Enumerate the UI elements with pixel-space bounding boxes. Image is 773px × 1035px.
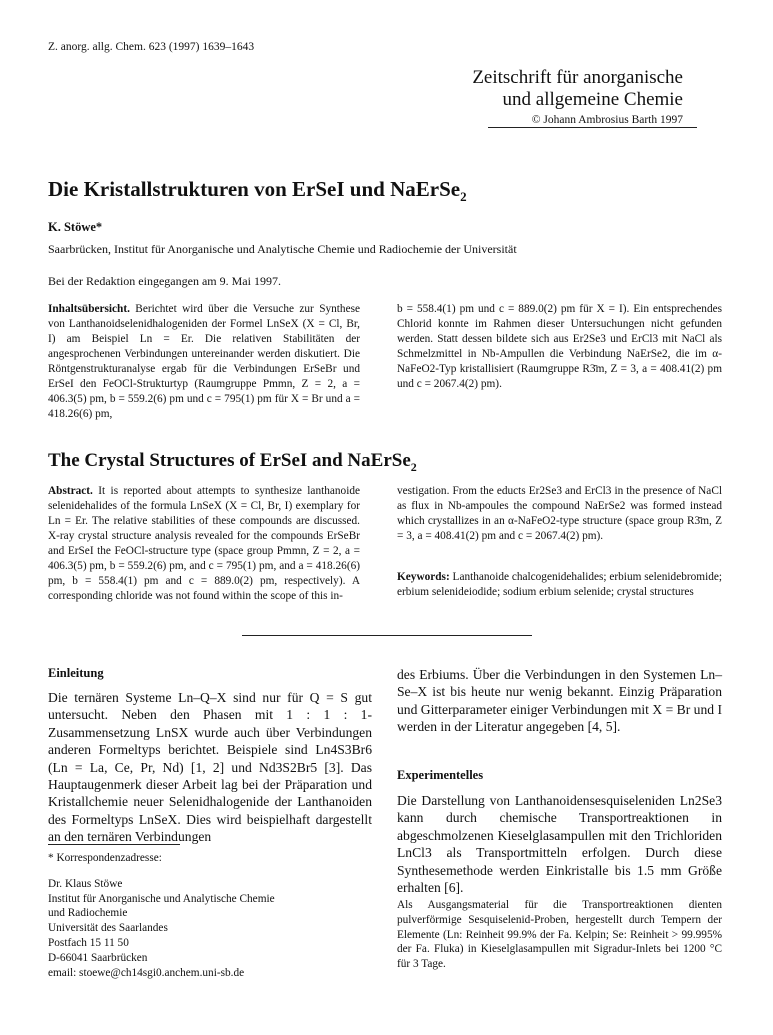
abstract-english-lead: Abstract. [48, 485, 93, 497]
footnote-line: Institut für Anorganische und Analytische Chemie [48, 892, 275, 905]
journal-header [363, 67, 683, 128]
intro-continued-text: des Erbiums. Über die Verbindungen in den Systemen Ln–Se–X ist bis heute nur wenig bekannt. Einzig Präparation und Gitterparameter einiger Verbindungen mit X = Br und I werden in der Literatur angegeben [4, 5]. [397, 667, 722, 735]
footnote-line: Postfach 15 11 50 [48, 936, 129, 949]
abstract-english-left [48, 484, 360, 604]
journal-name-line1: Zeitschrift für anorganische [472, 67, 683, 88]
footnote-mark: * Korrespondenzadresse: [48, 852, 162, 864]
abstract-german-left [48, 302, 360, 422]
title-german-text: Die Kristallstrukturen von ErSeI und NaErSe [48, 177, 461, 201]
footnote-email: email: stoewe@ch14sgi0.anchem.uni-sb.de [48, 966, 245, 979]
einleitung-text: Die ternären Systeme Ln–Q–X sind nur für Q = S gut untersucht. Neben den Phasen mit 1 : 1 : 1-Zusammensetzung LnSX wurde auch über Verbindungen anderen Formeltyps berichtet. Beispiele sind Ln4S3Br6 (Ln = La, Ce, Pr, Nd) [1, 2] und Nd3S2Br5 [3]. Das Hauptaugenmerk dieser Arbeit lag bei der Präparation und Kristallchemie neuer Selenidhalogenide der Lanthanoiden des Formeltyps LnSeX. Dies wird beispielhaft dargestellt an den ternären Verbindungen [48, 690, 372, 845]
title-german [48, 177, 467, 205]
footnote-rule [48, 844, 180, 845]
abstract-german-right: b = 558.4(1) pm und c = 889.0(2) pm für X = I). Ein entsprechendes Chlorid konnte im Rahmen dieser Untersuchungen nicht gefunden werden. Statt dessen bildete sich aus Er2Se3 und ErCl3 mit NaCl als Schmelzmittel in Nb-Ampullen die Verbindung NaErSe2, die im α-NaFeO2-Typ kristallisiert (Raumgruppe R3̄m, Z = 3, a = 408.41(2) pm und c = 2067.4(2) pm). [397, 303, 722, 390]
title-english-subscript: 2 [410, 459, 417, 474]
title-german-subscript: 2 [460, 189, 467, 205]
heading-einleitung: Einleitung [48, 666, 104, 680]
title-english-text: The Crystal Structures of ErSeI and NaErSe [48, 450, 411, 471]
footnote-line: D-66041 Saarbrücken [48, 951, 148, 964]
section-divider [242, 635, 532, 636]
abstract-german-lead: Inhaltsübersicht. [48, 303, 130, 315]
footnote-line: Universität des Saarlandes [48, 922, 168, 935]
publisher: © Johann Ambrosius Barth 1997 [531, 114, 683, 126]
received-date: Bei der Redaktion eingegangen am 9. Mai 1997. [48, 274, 281, 288]
journal-rule [488, 127, 697, 128]
footnote-line: und Radiochemie [48, 907, 128, 920]
keywords-text: Lanthanoide chalcogenidehalides; erbium selenidebromide; erbium selenideiodide; sodium erbium selenide; crystal structures [397, 571, 723, 598]
keywords-lead: Keywords: [397, 571, 450, 583]
journal-name-line2: und allgemeine Chemie [502, 89, 683, 110]
abstract-german-left-text: Berichtet wird über die Versuche zur Synthese von Lanthanoidselenidhalogeniden der Formel LnSeX (X = Cl, Br, I) am Beispiel Ln = Er. Die relativen Stabilitäten der angesprochenen Verbindungen untereinander werden diskutiert. Die Röntgenstrukturanalyse ergab für die Verbindungen ErSeBr und ErSeI den FeOCl-Strukturtyp (Raumgruppe Pmmn, Z = 2, a = 406.3(5) pm, b = 559.2(6) pm und c = 795(1) pm für X = Br und a = 418.26(6) pm, [48, 303, 360, 420]
heading-experimentelles: Experimentelles [397, 768, 484, 782]
title-english [48, 450, 417, 475]
experimentelles-text: Die Darstellung von Lanthanoidensesquiseleniden Ln2Se3 kann durch chemische Transportreaktionen in abgeschmolzenen Kieselglasampullen mit den Trichloriden LnCl3 als Transportmitteln erfolgen. Durch diese Synthesemethode werden Einkristalle bis 1.5 mm Größe erhalten [6]. [397, 793, 722, 896]
affiliation: Saarbrücken, Institut für Anorganische und Analytische Chemie und Radiochemie der Universität [48, 242, 517, 256]
abstract-english-right: vestigation. From the educts Er2Se3 and ErCl3 in the presence of NaCl as flux in Nb-ampoules the compound NaErSe2 was formed instead which crystallizes in an α-NaFeO2-type structure (space group R3̄m, Z = 3, a = 408.41(2) pm and c = 2067.4(2) pm). [397, 485, 722, 542]
citation: Z. anorg. allg. Chem. 623 (1997) 1639–1643 [48, 41, 255, 53]
author: K. Stöwe* [48, 220, 103, 234]
abstract-english-left-text: It is reported about attempts to synthesize lanthanoide selenidehalides of the formula LnSeX (X = Cl, Br, I) exemplary for Ln = Er. The relative stabilities of these compounds are discussed. X-ray crystal structure analysis revealed for the compounds ErSeBr and ErSeI the FeOCl-structure type (space group Pmmn, Z = 2, a = 406.3(5) pm, b = 559.2(6) pm, and c = 795(1) pm, and a = 418.26(6) pm, b = 558.4(1) pm and c = 889.0(2) pm, respectively). A corresponding chloride was not found within the scope of this in- [48, 485, 360, 602]
keywords [397, 570, 722, 600]
experimentelles-small-text: Als Ausgangsmaterial für die Transportreaktionen dienten pulverförmige Sesquiselenid-Proben, hergestellt durch Tempern der Elemente (Ln: Reinheit 99.9% der Fa. Kelpin; Se: Reinheit > 99.995% der Fa. Fluka) in Kieselglasampullen mit Sigradur-Inlets bei 1200 °C für 3 Tage. [397, 899, 722, 971]
footnote-line: Dr. Klaus Stöwe [48, 877, 123, 890]
footnote [48, 851, 378, 980]
